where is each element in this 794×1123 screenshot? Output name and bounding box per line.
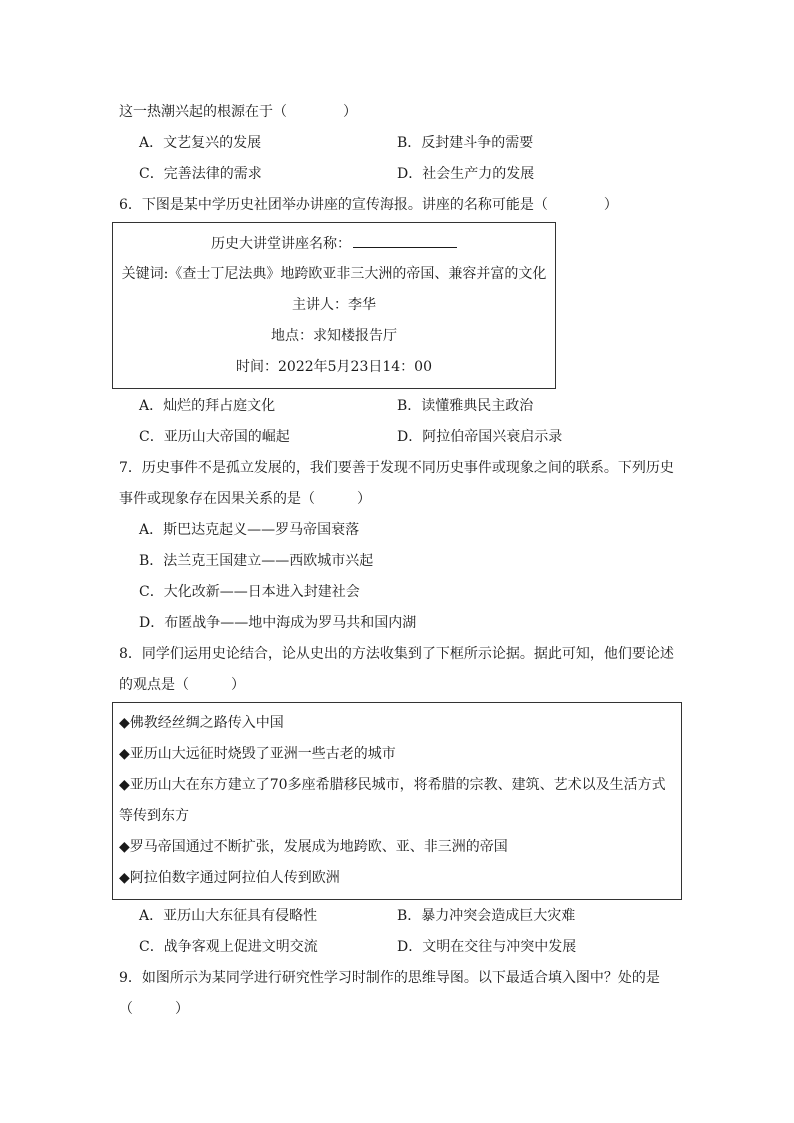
poster-title-row bbox=[113, 233, 555, 253]
question-9-stem: 9．如图所示为某同学进行研究性学习时制作的思维导图。以下最适合填入图中？处的是 bbox=[119, 970, 660, 986]
poster-time: 时间：2022年5月23日14：00 bbox=[236, 359, 432, 375]
q5-option-d[interactable]: D．社会生产力的发展 bbox=[397, 166, 535, 182]
q6-option-b[interactable]: B．读懂雅典民主政治 bbox=[397, 398, 534, 414]
q7-option-d[interactable]: D．布匿战争——地中海成为罗马共和国内湖 bbox=[139, 615, 417, 631]
q8-option-b[interactable]: B．暴力冲突会造成巨大灾难 bbox=[397, 908, 576, 924]
q6-option-c[interactable]: C．亚历山大帝国的崛起 bbox=[139, 429, 290, 445]
evidence-box bbox=[112, 702, 682, 900]
poster-keywords: 关键词:《查士丁尼法典》地跨欧亚非三大洲的帝国、兼容并富的文化 bbox=[121, 266, 547, 282]
evidence-item: ◆佛教经丝绸之路传入中国 bbox=[119, 715, 284, 731]
q5-option-a[interactable]: A．文艺复兴的发展 bbox=[139, 135, 262, 151]
question-7-stem-line-2: 事件或现象存在因果关系的是（ ） bbox=[119, 491, 371, 507]
q5-option-b[interactable]: B．反封建斗争的需要 bbox=[397, 135, 534, 151]
q8-option-c[interactable]: C．战争客观上促进文明交流 bbox=[139, 939, 318, 955]
poster-title-blank bbox=[353, 233, 457, 248]
lecture-poster bbox=[112, 222, 556, 389]
poster-location: 地点：求知楼报告厅 bbox=[271, 328, 397, 344]
evidence-item: ◆亚历山大远征时烧毁了亚洲一些古老的城市 bbox=[119, 746, 396, 762]
evidence-item: ◆阿拉伯数字通过阿拉伯人传到欧洲 bbox=[119, 870, 340, 886]
q5-option-c[interactable]: C．完善法律的需求 bbox=[139, 166, 262, 182]
evidence-item-continued: 等传到东方 bbox=[119, 808, 189, 824]
q7-option-c[interactable]: C．大化改新——日本进入封建社会 bbox=[139, 584, 360, 600]
question-8-stem-line-1: 8．同学们运用史论结合，论从史出的方法收集到了下框所示论据。据此可知，他们要论述 bbox=[119, 646, 674, 662]
q6-option-a[interactable]: A．灿烂的拜占庭文化 bbox=[139, 398, 276, 414]
question-9-answer-blank: （ ） bbox=[119, 1001, 189, 1017]
q6-option-d[interactable]: D．阿拉伯帝国兴衰启示录 bbox=[397, 429, 563, 445]
q7-option-b[interactable]: B．法兰克王国建立——西欧城市兴起 bbox=[139, 553, 374, 569]
q7-option-a[interactable]: A．斯巴达克起义——罗马帝国衰落 bbox=[139, 522, 360, 538]
evidence-item: ◆罗马帝国通过不断扩张，发展成为地跨欧、亚、非三洲的帝国 bbox=[119, 839, 508, 855]
q8-option-d[interactable]: D．文明在交往与冲突中发展 bbox=[397, 939, 577, 955]
poster-title: 历史大讲堂讲座名称： bbox=[211, 236, 351, 252]
q8-option-a[interactable]: A．亚历山大东征具有侵略性 bbox=[139, 908, 318, 924]
evidence-item: ◆亚历山大在东方建立了70多座希腊移民城市，将希腊的宗教、建筑、艺术以及生活方式 bbox=[119, 777, 666, 793]
question-6-stem: 6．下图是某中学历史社团举办讲座的宣传海报。讲座的名称可能是（ ） bbox=[119, 197, 618, 213]
question-7-stem-line-1: 7．历史事件不是孤立发展的，我们要善于发现不同历史事件或现象之间的联系。下列历史 bbox=[119, 460, 674, 476]
poster-speaker: 主讲人：李华 bbox=[292, 297, 376, 313]
question-5-stem: 这一热潮兴起的根源在于（ ） bbox=[119, 104, 357, 120]
question-8-stem-line-2: 的观点是（ ） bbox=[119, 677, 245, 693]
